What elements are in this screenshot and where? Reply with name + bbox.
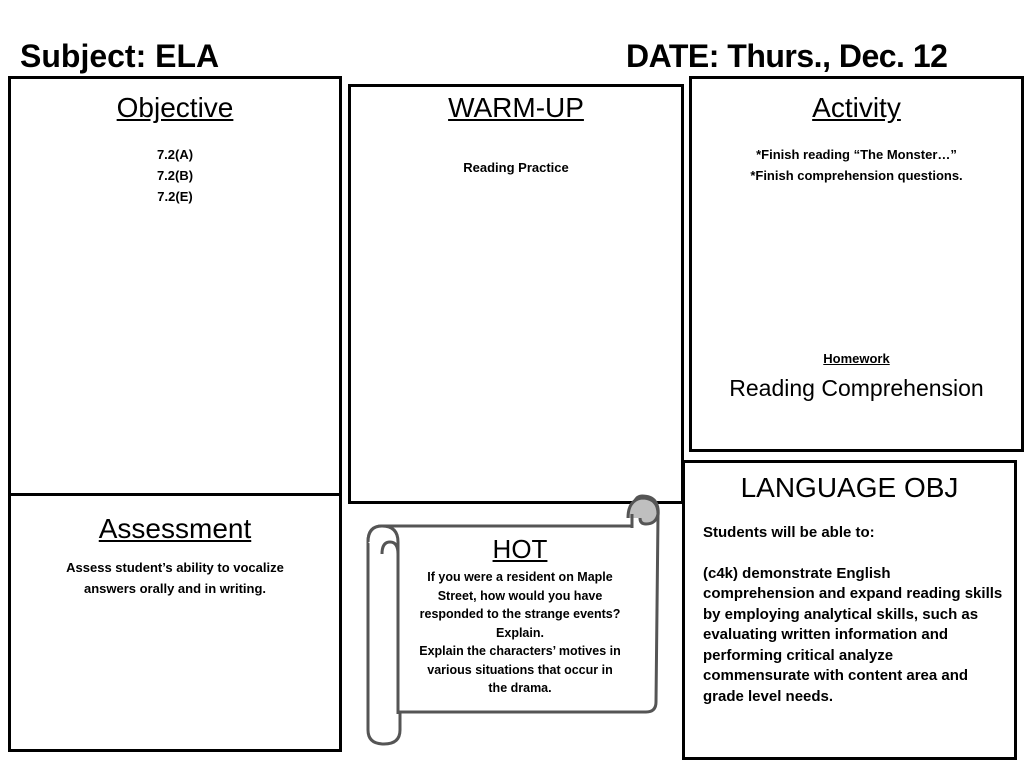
- assessment-title: Assessment: [98, 513, 252, 544]
- language-objective-text: (c4k) demonstrate English comprehension and expand reading skills by employing analytical skills, such as evaluating written information and performing critical analyze commensurate with content area and grade level needs.: [703, 564, 1003, 705]
- objective-panel: [8, 76, 342, 497]
- assessment-panel: [8, 493, 342, 752]
- assessment-line: answers orally and in writing.: [83, 580, 267, 596]
- activity-line: *Finish reading “The Monster…”: [756, 146, 957, 162]
- hot-line: Street, how would you have: [437, 588, 603, 603]
- language-objective-body: [703, 523, 1003, 707]
- date-heading: DATE: Thurs., Dec. 12: [626, 38, 948, 74]
- objective-item: 7.2(B): [156, 167, 194, 183]
- objective-list: [11, 144, 339, 207]
- homework-label: Homework: [823, 351, 890, 366]
- language-objective-intro: Students will be able to:: [703, 524, 875, 541]
- warmup-text: Reading Practice: [463, 159, 569, 175]
- hot-line: responded to the strange events?: [419, 607, 621, 621]
- activity-panel: [689, 76, 1024, 452]
- homework-text: Reading Comprehension: [729, 375, 984, 401]
- hot-line: Explain.: [496, 625, 544, 640]
- activity-list: [692, 144, 1021, 186]
- objective-title: Objective: [116, 92, 234, 123]
- warmup-title: WARM-UP: [448, 92, 584, 123]
- hot-line: If you were a resident on Maple: [427, 570, 613, 584]
- language-objective-panel: [682, 460, 1017, 760]
- hot-content: [400, 536, 640, 698]
- objective-item: 7.2(E): [157, 188, 193, 204]
- activity-line: *Finish comprehension questions.: [750, 167, 963, 183]
- hot-line: various situations that occur in: [427, 662, 613, 677]
- assessment-text: [11, 557, 339, 599]
- hot-line: Explain the characters’ motives in: [419, 644, 621, 658]
- hot-title: HOT: [492, 534, 548, 564]
- activity-title: Activity: [812, 92, 901, 123]
- objective-item: 7.2(A): [156, 146, 194, 162]
- subject-heading: Subject: ELA: [20, 38, 220, 74]
- warmup-panel: [348, 84, 684, 504]
- hot-line: the drama.: [488, 681, 552, 695]
- assessment-line: Assess student’s ability to vocalize: [66, 559, 284, 575]
- language-objective-title: LANGUAGE OBJ: [740, 472, 959, 503]
